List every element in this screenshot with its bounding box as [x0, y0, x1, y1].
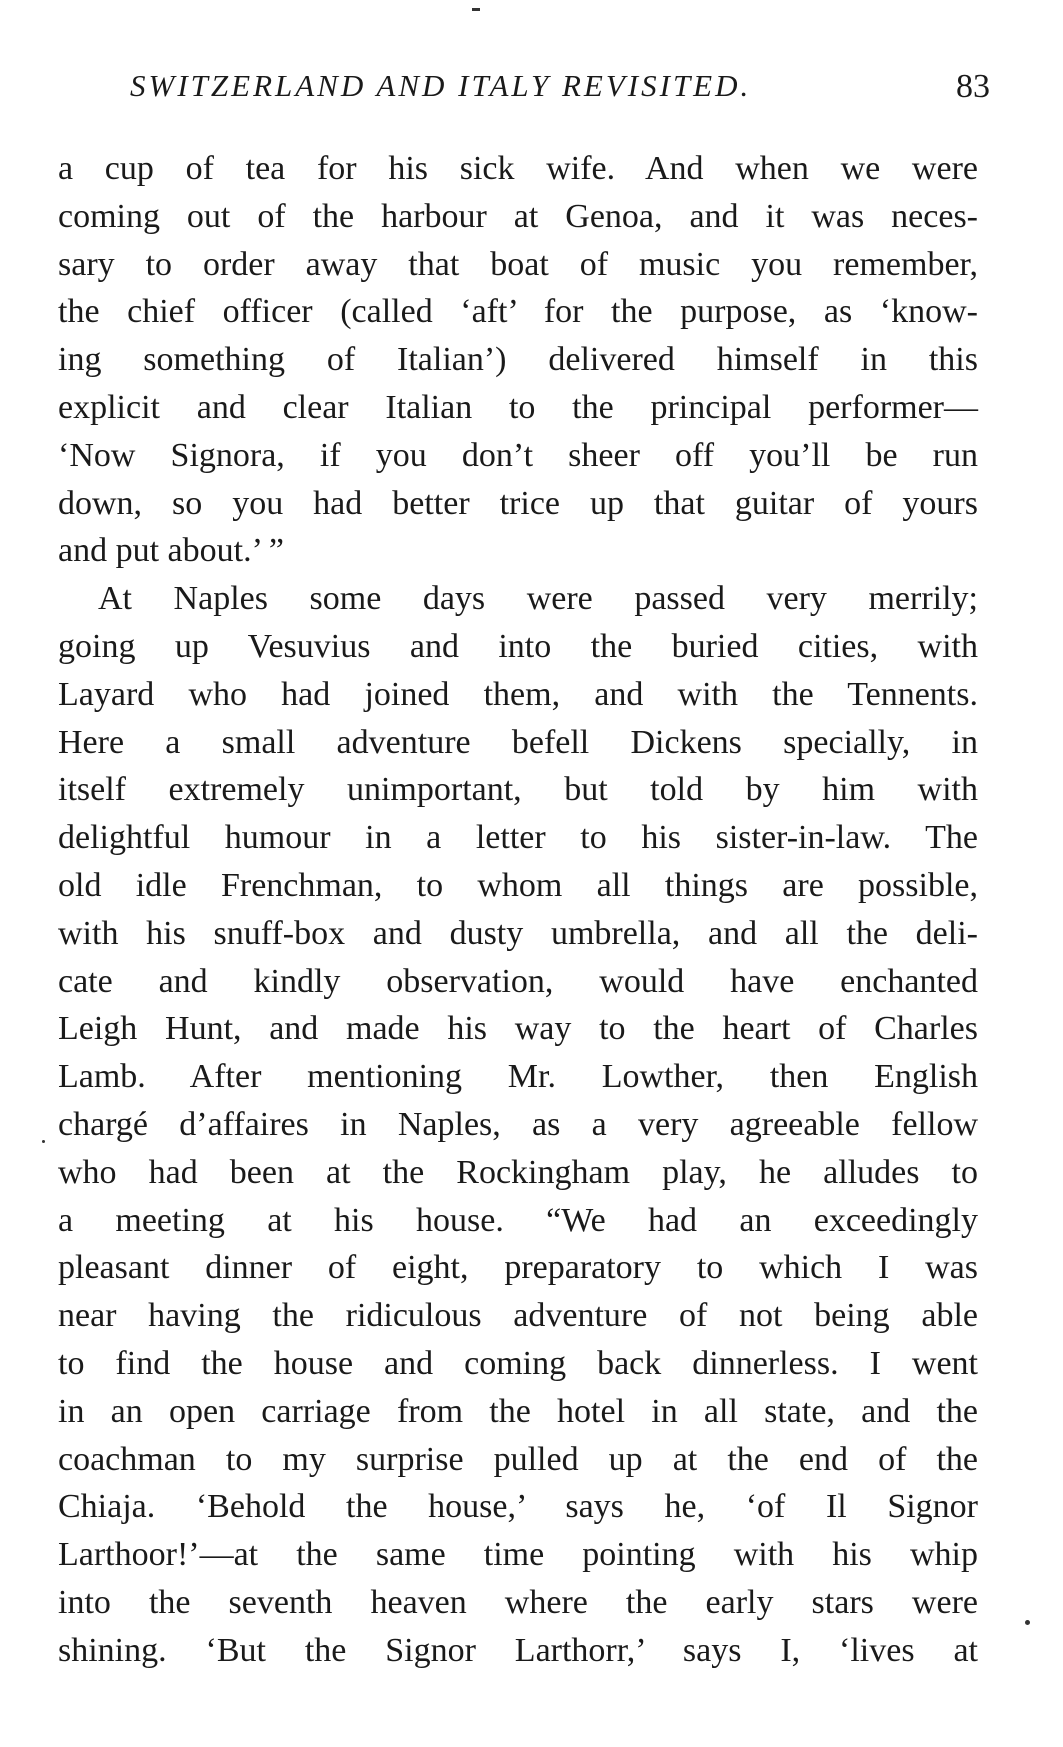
- text-line: a cup of tea for his sick wife. And when we were: [58, 150, 978, 187]
- text-line: and put about.’ ”: [58, 532, 284, 570]
- text-line: coming out of the harbour at Genoa, and it was neces-: [58, 197, 978, 235]
- page-number: 83: [956, 68, 990, 105]
- text-line: shining. ‘But the Signor Larthorr,’ says I, ‘lives at: [58, 1631, 978, 1669]
- text-line: Layard who had joined them, and with the Tennents.: [58, 675, 978, 713]
- scan-speck: [1025, 1620, 1030, 1625]
- text-line: itself extremely unimportant, but told by him with: [58, 771, 978, 809]
- body-text: [58, 145, 978, 1675]
- text-line: coachman to my surprise pulled up at the end of the: [58, 1440, 978, 1478]
- text-line: the chief officer (called ‘aft’ for the purpose, as ‘know-: [58, 293, 978, 331]
- text-line: down, so you had better trice up that guitar of yours: [58, 484, 978, 522]
- text-line: Chiaja. ‘Behold the house,’ says he, ‘of Il Signor: [58, 1488, 978, 1526]
- text-line: who had been at the Rockingham play, he alludes to: [58, 1153, 978, 1191]
- text-line: At Naples some days were passed very merrily;: [98, 580, 978, 618]
- text-line: cate and kindly observation, would have enchanted: [58, 962, 978, 1000]
- running-title: SWITZERLAND AND ITALY REVISITED.: [130, 68, 752, 103]
- text-line: a meeting at his house. “We had an exceedingly: [58, 1201, 978, 1239]
- text-line: Here a small adventure befell Dickens specially, in: [58, 723, 978, 761]
- text-line: Leigh Hunt, and made his way to the heart of Charles: [58, 1010, 978, 1048]
- text-line: with his snuff-box and dusty umbrella, and all the deli-: [58, 914, 978, 952]
- text-line: near having the ridiculous adventure of not being able: [58, 1297, 978, 1335]
- text-line: delightful humour in a letter to his sister-in-law. The: [58, 819, 978, 857]
- text-line: ing something of Italian’) delivered himself in this: [58, 341, 978, 379]
- text-line: old idle Frenchman, to whom all things are possible,: [58, 866, 978, 904]
- text-line: chargé d’affaires in Naples, as a very agreeable fellow: [58, 1105, 978, 1143]
- scan-speck: [42, 1140, 45, 1143]
- text-line: explicit and clear Italian to the principal performer—: [58, 388, 978, 426]
- text-line: going up Vesuvius and into the buried cities, with: [58, 627, 978, 665]
- scan-speck: [472, 8, 480, 11]
- text-line: pleasant dinner of eight, preparatory to which I was: [58, 1249, 978, 1287]
- text-line: into the seventh heaven where the early stars were: [58, 1583, 978, 1621]
- text-line: sary to order away that boat of music you remember,: [58, 245, 978, 283]
- text-line: Lamb. After mentioning Mr. Lowther, then English: [58, 1058, 978, 1096]
- text-line: to find the house and coming back dinnerless. I went: [58, 1344, 978, 1382]
- page-header: [130, 62, 990, 112]
- text-line: in an open carriage from the hotel in all state, and the: [58, 1392, 978, 1430]
- text-line: Larthoor!’—at the same time pointing with his whip: [58, 1536, 978, 1574]
- text-line: ‘Now Signora, if you don’t sheer off you’ll be run: [58, 436, 978, 474]
